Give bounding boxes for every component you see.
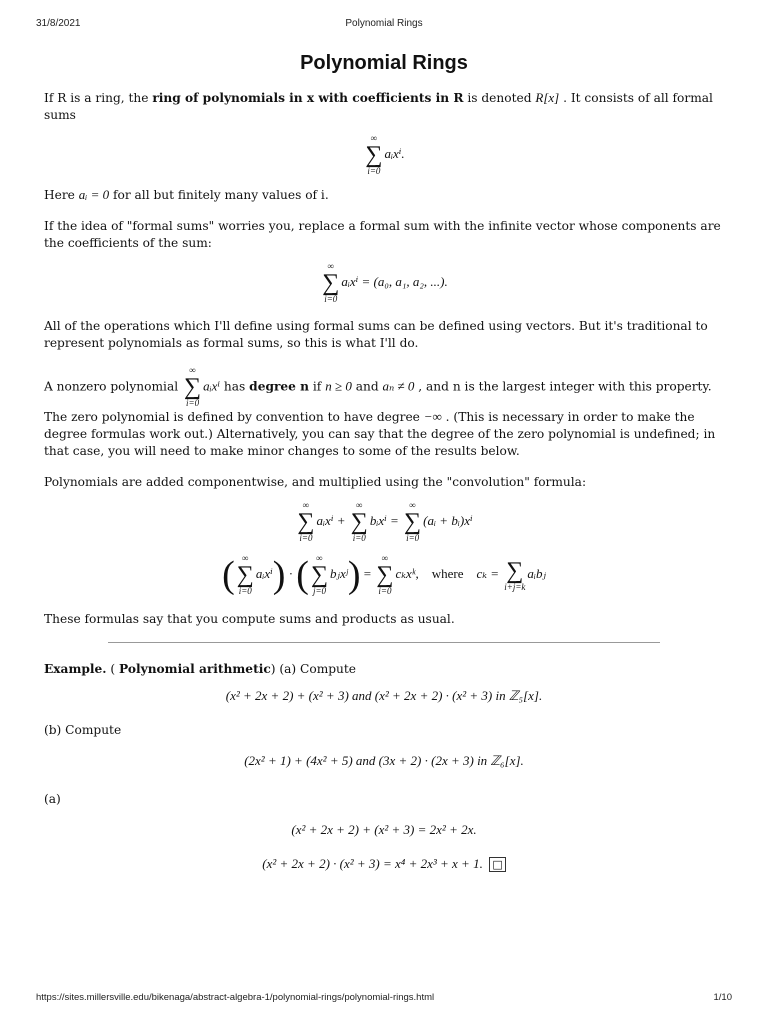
paragraph-operations: All of the operations which I'll define using formal sums can be defined using vectors. But it's traditional to represent polynomials as formal sums, so this is what I'll do. bbox=[44, 319, 708, 350]
paragraph-usual: These formulas say that you compute sums and products as usual. bbox=[44, 612, 455, 626]
equation-example-b: (2x² + 1) + (4x² + 5) and (3x + 2) · (2x + 3) in ℤ₆[x]. bbox=[244, 753, 524, 768]
equation-vector: ∞ ∑ i=0 aᵢxⁱ = (a₀, a₁, a₂, ...). bbox=[322, 261, 448, 304]
page-number: 1/10 bbox=[713, 992, 732, 1003]
example-heading: Example. ( Polynomial arithmetic) (a) Compute bbox=[44, 662, 357, 676]
equation-product-rule: ( ∞ ∑ i=0 aᵢxⁱ) · ( ∞ ∑ j=0 bⱼxʲ) = ∞ ∑ i=0 cₖxᵏ, where cₖ = ∑ i+j=k aᵢbⱼ bbox=[222, 553, 546, 596]
paragraph-convolution: Polynomials are added componentwise, and multiplied using the "convolution" formula: bbox=[44, 475, 587, 489]
paragraph-finite: Here aᵢ = 0 for all but finitely many values of i. bbox=[44, 187, 329, 202]
equation-solution-sum: (x² + 2x + 2) + (x² + 3) = 2x² + 2x. bbox=[291, 822, 477, 837]
page-url: https://sites.millersville.edu/bikenaga/abstract-algebra-1/polynomial-rings/polynomial-rings.html bbox=[36, 992, 435, 1003]
paragraph-definition: If R is a ring, the ring of polynomials in x with coefficients in R is denoted R[x] . It consists of all formal sums bbox=[44, 90, 713, 122]
solution-part-a: (a) bbox=[44, 792, 61, 806]
print-date: 31/8/2021 bbox=[36, 18, 81, 29]
equation-formal-sum: ∞ ∑ i=0 aᵢxⁱ. bbox=[365, 133, 405, 176]
paragraph-vector: If the idea of "formal sums" worries you, replace a formal sum with the infinite vector whose components are the coefficients of the sum: bbox=[44, 219, 721, 250]
paragraph-degree: A nonzero polynomial ∞ ∑ i=0 aᵢxⁱ has degree n if n ≥ 0 and aₙ ≠ 0 , and n is the largest integer with this property. The zero polynomial is defined by convention to have degree −∞ . (This is necessary in order to make the degree formulas work out.) Alternatively, you can say that the degree of the zero polynomial is undefined; in that case, you will need to make minor changes to some of the results below. bbox=[44, 365, 716, 458]
equation-sum-rule: ∞ ∑ i=0 aᵢxⁱ + ∞ ∑ i=0 bᵢxⁱ = ∞ ∑ i=0 (aᵢ + bᵢ)xⁱ bbox=[297, 500, 473, 543]
example-part-b: (b) Compute bbox=[44, 723, 122, 737]
equation-example-a: (x² + 2x + 2) + (x² + 3) and (x² + 2x + 2) · (x² + 3) in ℤ₅[x]. bbox=[225, 688, 543, 703]
end-of-proof-icon: □ bbox=[489, 857, 505, 872]
page-title: Polynomial Rings bbox=[300, 52, 468, 74]
document-body bbox=[44, 52, 724, 872]
print-header bbox=[36, 18, 732, 32]
print-title: Polynomial Rings bbox=[345, 18, 423, 29]
equation-solution-product: (x² + 2x + 2) · (x² + 3) = x⁴ + 2x³ + x + 1. □ bbox=[44, 856, 724, 872]
print-footer bbox=[36, 992, 732, 1006]
